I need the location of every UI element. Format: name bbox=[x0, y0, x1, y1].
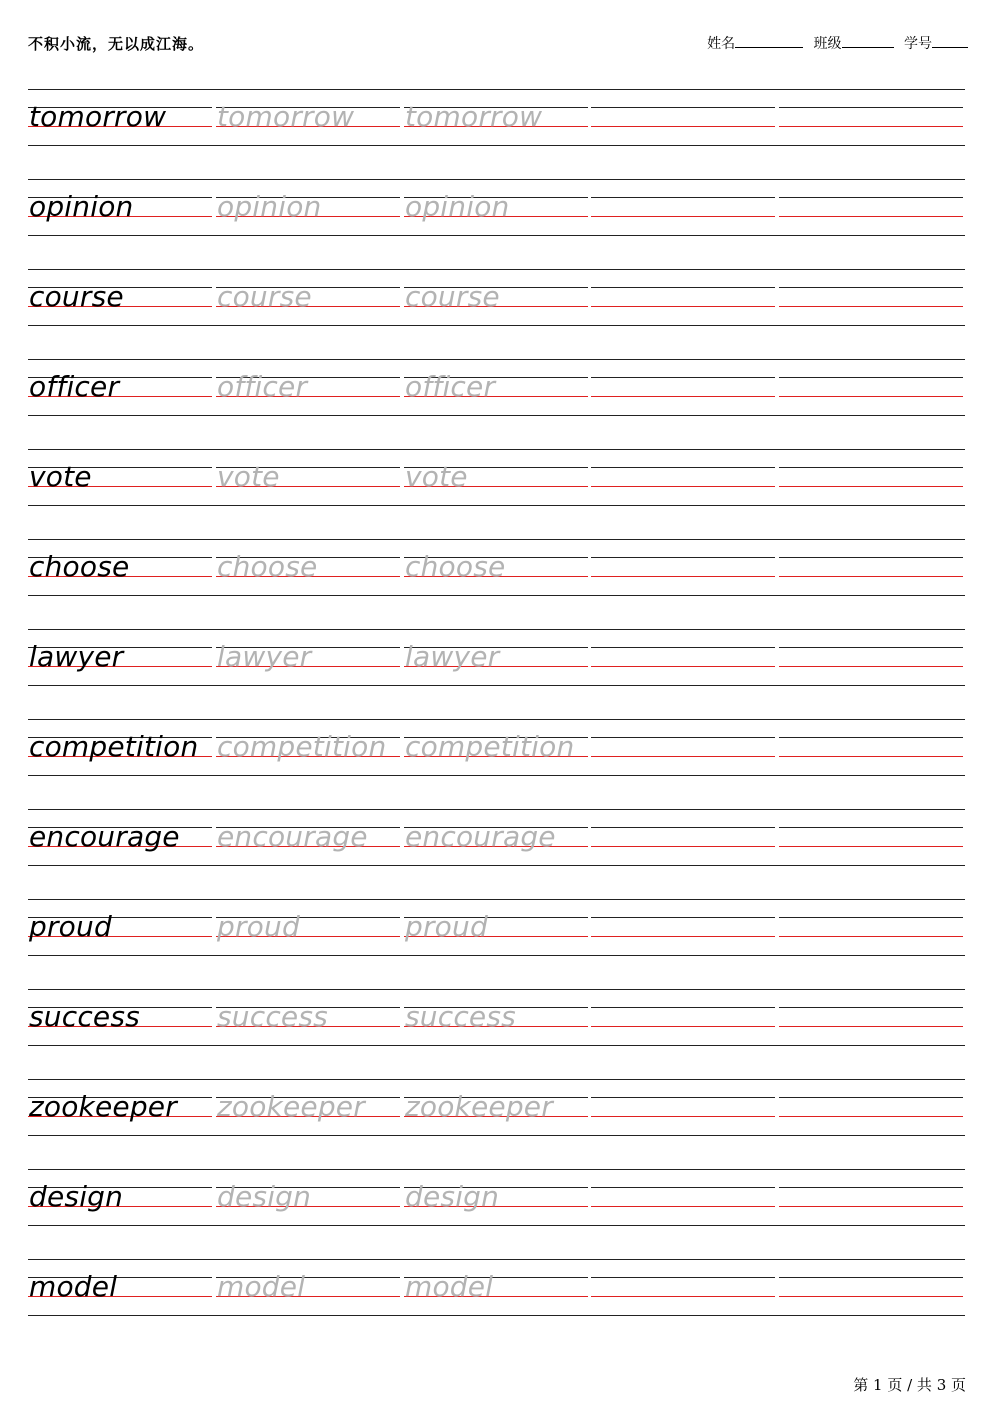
vocab-word: zookeeper bbox=[29, 1090, 177, 1123]
bottom-guide-line bbox=[28, 1315, 965, 1316]
bottom-guide-line bbox=[28, 595, 965, 596]
bottom-guide-line bbox=[28, 685, 965, 686]
writing-cell[interactable] bbox=[591, 1259, 775, 1315]
trace-word: opinion bbox=[405, 190, 510, 223]
trace-word: officer bbox=[217, 370, 308, 403]
writing-cell[interactable] bbox=[591, 539, 775, 595]
writing-cell[interactable] bbox=[779, 1259, 963, 1315]
trace-word: choose bbox=[405, 550, 506, 583]
writing-cell[interactable] bbox=[591, 359, 775, 415]
writing-cell[interactable] bbox=[779, 719, 963, 775]
practice-row bbox=[28, 179, 965, 235]
trace-word: vote bbox=[405, 460, 468, 493]
vocab-word: success bbox=[29, 1000, 140, 1033]
vocab-word: encourage bbox=[29, 820, 180, 853]
vocab-word: lawyer bbox=[29, 640, 124, 673]
bottom-guide-line bbox=[28, 865, 965, 866]
page-number: 第 1 页 / 共 3 页 bbox=[853, 1376, 966, 1394]
name-label: 姓名 bbox=[707, 36, 736, 52]
writing-cell[interactable] bbox=[779, 539, 963, 595]
vocab-word: design bbox=[29, 1180, 124, 1213]
trace-word: tomorrow bbox=[405, 100, 543, 133]
trace-word: course bbox=[405, 280, 500, 313]
writing-cell[interactable] bbox=[591, 989, 775, 1045]
trace-word: choose bbox=[217, 550, 318, 583]
practice-row bbox=[28, 269, 965, 325]
vocab-word: opinion bbox=[29, 190, 134, 223]
motto-text: 不积小流，无以成江海。 bbox=[28, 35, 205, 53]
bottom-guide-line bbox=[28, 505, 965, 506]
writing-cell[interactable] bbox=[779, 899, 963, 955]
practice-row bbox=[28, 989, 965, 1045]
bottom-guide-line bbox=[28, 1045, 965, 1046]
trace-word: proud bbox=[217, 910, 300, 943]
writing-cell[interactable] bbox=[591, 179, 775, 235]
writing-cell[interactable] bbox=[779, 989, 963, 1045]
practice-row bbox=[28, 1169, 965, 1225]
writing-cell[interactable] bbox=[591, 449, 775, 505]
trace-word: design bbox=[217, 1180, 312, 1213]
trace-word: competition bbox=[405, 730, 575, 763]
trace-word: zookeeper bbox=[217, 1090, 365, 1123]
practice-row bbox=[28, 1259, 965, 1315]
bottom-guide-line bbox=[28, 325, 965, 326]
writing-cell[interactable] bbox=[591, 899, 775, 955]
practice-row bbox=[28, 359, 965, 415]
writing-cell[interactable] bbox=[591, 1079, 775, 1135]
writing-cell[interactable] bbox=[591, 89, 775, 145]
practice-row bbox=[28, 899, 965, 955]
writing-cell[interactable] bbox=[779, 1169, 963, 1225]
vocab-word: proud bbox=[29, 910, 112, 943]
practice-row bbox=[28, 449, 965, 505]
vocab-word: course bbox=[29, 280, 124, 313]
practice-row bbox=[28, 1079, 965, 1135]
trace-word: encourage bbox=[405, 820, 556, 853]
trace-word: tomorrow bbox=[217, 100, 355, 133]
practice-row bbox=[28, 89, 965, 145]
writing-cell[interactable] bbox=[779, 179, 963, 235]
trace-word: officer bbox=[405, 370, 496, 403]
vocab-word: model bbox=[29, 1270, 118, 1303]
trace-word: model bbox=[405, 1270, 494, 1303]
bottom-guide-line bbox=[28, 1135, 965, 1136]
writing-cell[interactable] bbox=[591, 809, 775, 865]
writing-cell[interactable] bbox=[779, 449, 963, 505]
id-label: 学号 bbox=[904, 36, 932, 52]
trace-word: competition bbox=[217, 730, 387, 763]
trace-word: success bbox=[405, 1000, 516, 1033]
writing-cell[interactable] bbox=[591, 629, 775, 685]
trace-word: encourage bbox=[217, 820, 368, 853]
practice-row bbox=[28, 719, 965, 775]
trace-word: vote bbox=[217, 460, 280, 493]
writing-cell[interactable] bbox=[591, 1169, 775, 1225]
trace-word: lawyer bbox=[217, 640, 312, 673]
writing-cell[interactable] bbox=[779, 809, 963, 865]
bottom-guide-line bbox=[28, 235, 965, 236]
trace-word: opinion bbox=[217, 190, 322, 223]
practice-row bbox=[28, 539, 965, 595]
writing-cell[interactable] bbox=[779, 359, 963, 415]
writing-cell[interactable] bbox=[591, 719, 775, 775]
bottom-guide-line bbox=[28, 415, 965, 416]
bottom-guide-line bbox=[28, 145, 965, 146]
trace-word: success bbox=[217, 1000, 328, 1033]
bottom-guide-line bbox=[28, 775, 965, 776]
trace-word: model bbox=[217, 1270, 306, 1303]
vocab-word: officer bbox=[29, 370, 120, 403]
vocab-word: choose bbox=[29, 550, 130, 583]
trace-word: course bbox=[217, 280, 312, 313]
class-label: 班级 bbox=[813, 36, 842, 52]
trace-word: zookeeper bbox=[405, 1090, 553, 1123]
vocab-word: tomorrow bbox=[29, 100, 167, 133]
writing-cell[interactable] bbox=[779, 1079, 963, 1135]
bottom-guide-line bbox=[28, 955, 965, 956]
bottom-guide-line bbox=[28, 1225, 965, 1226]
trace-word: lawyer bbox=[405, 640, 500, 673]
writing-cell[interactable] bbox=[779, 269, 963, 325]
trace-word: proud bbox=[405, 910, 488, 943]
trace-word: design bbox=[405, 1180, 500, 1213]
practice-row bbox=[28, 629, 965, 685]
practice-row bbox=[28, 809, 965, 865]
writing-cell[interactable] bbox=[779, 629, 963, 685]
vocab-word: competition bbox=[29, 730, 199, 763]
vocab-word: vote bbox=[29, 460, 92, 493]
writing-cell[interactable] bbox=[591, 269, 775, 325]
writing-cell[interactable] bbox=[779, 89, 963, 145]
